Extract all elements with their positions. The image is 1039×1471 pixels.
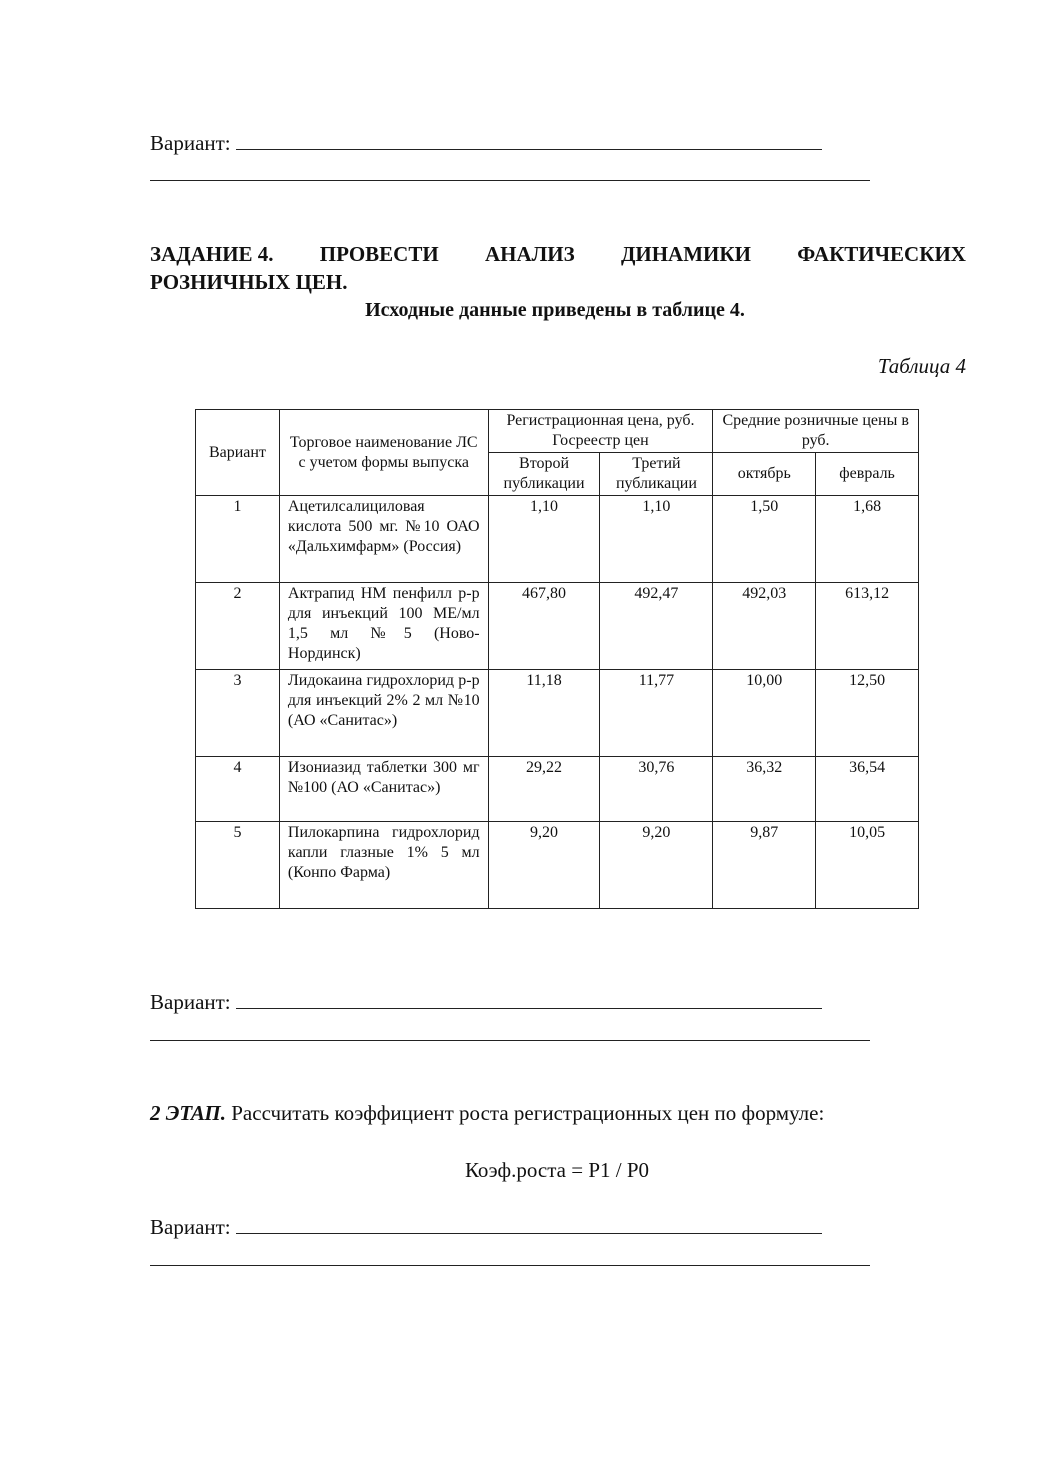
header-reg-price: Регистрационная цена, руб. Госреестр цен	[488, 410, 713, 453]
task-word: ДИНАМИКИ	[620, 242, 751, 266]
cell-variant: 2	[196, 583, 280, 670]
variant-line-1	[150, 131, 822, 155]
task-number: ЗАДАНИЕ 4.	[150, 242, 274, 266]
cell-october: 36,32	[713, 757, 816, 822]
cell-february: 12,50	[816, 670, 919, 757]
cell-october: 492,03	[713, 583, 816, 670]
blank-line	[150, 1265, 870, 1266]
cell-third: 9,20	[600, 822, 713, 909]
cell-october: 1,50	[713, 496, 816, 583]
cell-second: 9,20	[488, 822, 600, 909]
table-row	[196, 822, 919, 909]
cell-october: 10,00	[713, 670, 816, 757]
cell-second: 29,22	[488, 757, 600, 822]
variant-line-2	[150, 990, 822, 1014]
cell-name: Актрапид НМ пенфилл р-р для инъекций 100 МЕ/мл 1,5 мл №5 (Ново-Нординск)	[279, 583, 488, 670]
prices-table	[195, 409, 919, 909]
variant-label: Вариант:	[150, 1215, 231, 1239]
cell-second: 1,10	[488, 496, 600, 583]
variant-label: Вариант:	[150, 990, 231, 1014]
table-row	[196, 670, 919, 757]
task-heading	[150, 240, 966, 296]
cell-february: 613,12	[816, 583, 919, 670]
table-row	[196, 496, 919, 583]
header-february: февраль	[816, 453, 919, 496]
stage2-text: Рассчитать коэффициент роста регистрационных цен по формуле:	[231, 1101, 825, 1125]
cell-name: Пилокарпина гидрохлорид капли глазные 1% 5 мл (Конпо Фарма)	[279, 822, 488, 909]
cell-variant: 4	[196, 757, 280, 822]
cell-february: 10,05	[816, 822, 919, 909]
cell-third: 30,76	[600, 757, 713, 822]
cell-february: 36,54	[816, 757, 919, 822]
cell-second: 467,80	[488, 583, 600, 670]
cell-february: 1,68	[816, 496, 919, 583]
cell-name: Изониазид таблетки 300 мг №100 (АО «Санитас»)	[279, 757, 488, 822]
cell-october: 9,87	[713, 822, 816, 909]
cell-second: 11,18	[488, 670, 600, 757]
stage2-label: 2 ЭТАП.	[150, 1101, 226, 1125]
stage2-instruction	[150, 1101, 824, 1126]
table-header-row	[196, 410, 919, 453]
task-subtitle: Исходные данные приведены в таблице 4.	[365, 299, 745, 321]
table-row	[196, 757, 919, 822]
cell-variant: 5	[196, 822, 280, 909]
variant-blank	[236, 1217, 822, 1234]
header-third-pub: Третий публикации	[600, 453, 713, 496]
blank-line	[150, 1040, 870, 1041]
variant-blank	[236, 992, 822, 1009]
table-caption: Таблица 4	[877, 354, 966, 378]
variant-blank	[236, 133, 822, 150]
task-title-line2: РОЗНИЧНЫХ ЦЕН.	[150, 270, 348, 294]
table-row	[196, 583, 919, 670]
task-word: АНАЛИЗ	[484, 242, 575, 266]
cell-variant: 3	[196, 670, 280, 757]
header-october: октябрь	[713, 453, 816, 496]
header-retail: Средние розничные цены в руб.	[713, 410, 919, 453]
cell-variant: 1	[196, 496, 280, 583]
variant-line-3	[150, 1215, 822, 1239]
blank-line	[150, 180, 870, 181]
task-word: ПРОВЕСТИ	[319, 242, 439, 266]
variant-label: Вариант:	[150, 131, 231, 155]
cell-third: 492,47	[600, 583, 713, 670]
cell-third: 1,10	[600, 496, 713, 583]
cell-third: 11,77	[600, 670, 713, 757]
task-word: ФАКТИЧЕСКИХ	[797, 242, 966, 266]
growth-formula: Коэф.роста = P1 / P0	[464, 1158, 650, 1182]
header-name: Торговое наименование ЛС с учетом формы выпуска	[279, 410, 488, 496]
cell-name: Ацетилсалициловая кислота 500 мг. №10 ОАО «Дальхимфарм» (Россия)	[279, 496, 488, 583]
header-variant: Вариант	[196, 410, 280, 496]
cell-name: Лидокаина гидрохлорид р-р для инъекций 2% 2 мл №10 (АО «Санитас»)	[279, 670, 488, 757]
header-second-pub: Второй публикации	[488, 453, 600, 496]
